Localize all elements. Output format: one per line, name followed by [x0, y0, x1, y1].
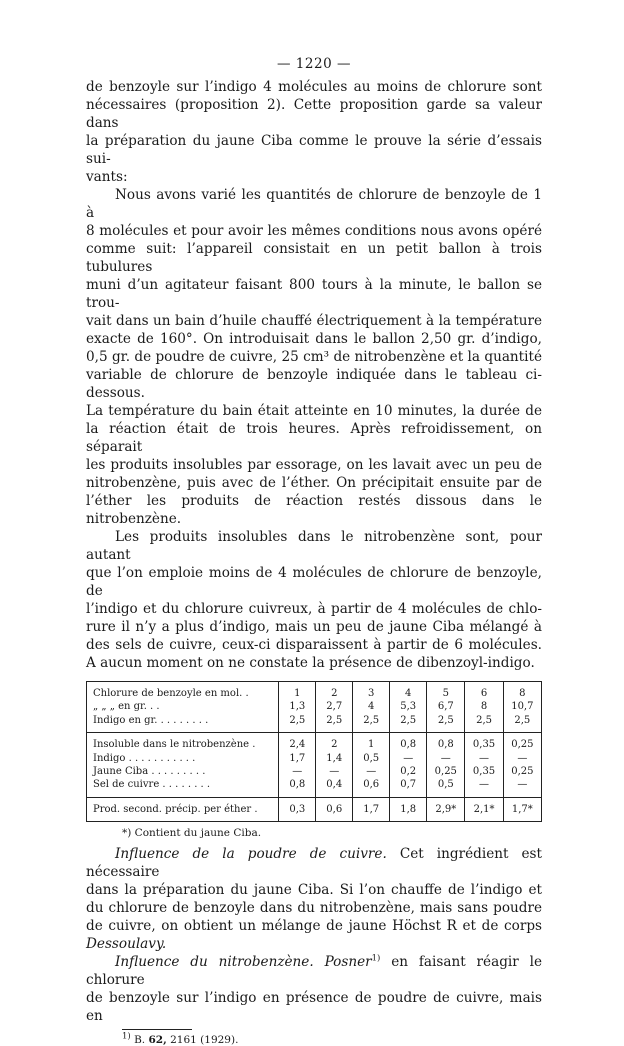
table-row-label: Sel de cuivre . . . . . . . .	[87, 778, 279, 797]
paragraph-3-line: rure il n’y a plus d’indigo, mais un peu de jaune Ciba mélangé à	[86, 619, 542, 635]
footnote-marker: 1)	[122, 1031, 131, 1042]
table-cell: 4	[390, 682, 427, 701]
italic-tail: Dessoulavy.	[86, 936, 167, 953]
table-cell: 3	[353, 682, 390, 701]
table-cell: 2,4	[279, 733, 316, 752]
italic-heading: Influence de la poudre de cuivre.	[115, 846, 387, 863]
author-name: Posner	[324, 954, 372, 971]
table-cell: 2,5	[353, 714, 390, 733]
table-row-label: Indigo . . . . . . . . . . .	[87, 752, 279, 765]
paragraph-2-line: Nous avons varié les quantités de chlorure de benzoyle de 1 à	[86, 187, 542, 221]
table-cell: 2,5	[316, 714, 353, 733]
table-cell: —	[316, 765, 353, 778]
table-cell: —	[353, 765, 390, 778]
table-cell: 0,35	[465, 765, 503, 778]
table-cell: 2,5	[279, 714, 316, 733]
paragraph-2-line: variable de chlorure de benzoyle indiquée dans le tableau ci-dessous.	[86, 367, 542, 401]
footnote-rule	[122, 1029, 192, 1030]
table-cell: 0,8	[390, 733, 427, 752]
footnote-volume: 62,	[148, 1034, 167, 1046]
paragraph-1-line: de benzoyle sur l’indigo 4 molécules au moins de chlorure sont	[86, 79, 542, 95]
table-cell: 0,25	[427, 765, 465, 778]
paragraph-1-line: vants:	[86, 169, 128, 185]
table-row	[87, 797, 542, 821]
table-cell: 0,6	[353, 778, 390, 797]
after-paragraph-2-line: de benzoyle sur l’indigo en présence de poudre de cuivre, mais en	[86, 990, 542, 1025]
table-row	[87, 700, 542, 713]
paragraph-3-line: que l’on emploie moins de 4 molécules de chlorure de benzoyle, de	[86, 565, 542, 599]
table-cell: —	[517, 752, 528, 764]
table-row	[87, 682, 542, 701]
italic-heading: Influence du nitrobenzène.	[115, 954, 314, 971]
table-cell: 1,7	[279, 752, 316, 765]
paragraph-2-line: muni d’un agitateur faisant 800 tours à la minute, le ballon se trou-	[86, 277, 542, 311]
table-row	[87, 752, 542, 765]
table-cell: 0,8	[427, 733, 465, 752]
table-cell: 2,7	[316, 700, 353, 713]
table-cell: 2	[316, 682, 353, 701]
paragraph-2-line: l’éther les produits de réaction restés dissous dans le nitrobenzène.	[86, 493, 542, 527]
after-paragraph-1-tail	[86, 935, 542, 953]
paragraph-2-line: exacte de 160°. On introduisait dans le ballon 2,50 gr. d’indigo,	[86, 331, 542, 347]
page-footnote	[122, 1031, 542, 1046]
table-cell: 2	[316, 733, 353, 752]
table-row-label: „ „ „ en gr. . .	[87, 700, 279, 713]
after-text	[86, 845, 542, 1025]
table-row	[87, 778, 542, 797]
table-cell: 2,5	[514, 714, 531, 726]
table-cell: 0,25	[503, 733, 541, 752]
table-cell: 0,5	[427, 778, 465, 797]
after-paragraph-1-line: de cuivre, on obtient un mélange de jaune Höchst R et de corps	[86, 918, 542, 935]
table-cell: —	[465, 752, 503, 765]
paragraph-2-line: 8 molécules et pour avoir les mêmes conditions nous avons opéré	[86, 223, 542, 239]
table-footnote: *) Contient du jaune Ciba.	[122, 827, 262, 840]
table-cell: 5,3	[390, 700, 427, 713]
table-cell: 1,7*	[503, 797, 541, 821]
after-paragraph-2-line: Influence du nitrobenzène. Posner$^{1)}$ en faisant réagir le chlorure	[86, 953, 542, 989]
paragraph-3-line: l’indigo et du chlorure cuivreux, à partir de 4 molécules de chlo-	[86, 601, 542, 617]
table-cell: 1,8	[390, 797, 427, 821]
paragraph-3-line: A aucun moment on ne constate la présence de dibenzoyl-indigo.	[86, 655, 535, 671]
table-row	[87, 714, 542, 733]
after-paragraph-1-line: Influence de la poudre de cuivre. Cet ingrédient est nécessaire	[86, 846, 542, 881]
table-cell: 2,5	[390, 714, 427, 733]
table-cell: 1,3	[279, 700, 316, 713]
table-cell: 0,35	[465, 733, 503, 752]
paragraph-2-line: nitrobenzène, puis avec de l’éther. On précipitait ensuite par de	[86, 475, 542, 491]
table-cell: 0,3	[279, 797, 316, 821]
paragraph-3-line: Les produits insolubles dans le nitrobenzène sont, pour autant	[86, 529, 542, 563]
table-cell: 1	[279, 682, 316, 701]
table-cell: 0,5	[353, 752, 390, 765]
table-cell: 1,4	[316, 752, 353, 765]
paragraph-1-line: nécessaires (proposition 2). Cette proposition garde sa valeur dans	[86, 97, 542, 131]
page	[86, 56, 542, 1046]
table-row-label: Jaune Ciba . . . . . . . . .	[87, 765, 279, 778]
table-cell: 2,1*	[465, 797, 503, 821]
table-cell: —	[465, 778, 503, 797]
table-cell: —	[279, 765, 316, 778]
results-table	[86, 681, 542, 822]
table-cell: 8	[519, 688, 526, 699]
table-cell: 1,7	[353, 797, 390, 821]
footnote-rest: 2161 (1929).	[170, 1034, 239, 1046]
table-cell: 0,2	[390, 765, 427, 778]
after-paragraph-1-line: du chlorure de benzoyle dans du nitrobenzène, mais sans poudre	[86, 900, 542, 917]
table-cell: 5	[427, 682, 465, 701]
table-row	[87, 733, 542, 752]
table-cell: 0,25	[511, 766, 534, 778]
table-row-label: Prod. second. précip. per éther .	[87, 797, 279, 821]
paragraph-2-line: les produits insolubles par essorage, on les lavait avec un peu de	[86, 457, 542, 473]
table-cell: 0,7	[390, 778, 427, 797]
table-cell: —	[517, 779, 528, 791]
paragraph-1-line: la préparation du jaune Ciba comme le prouve la série d’essais sui-	[86, 133, 542, 167]
table-row-label: Chlorure de benzoyle en mol. .	[87, 682, 279, 701]
paragraph-2-line: comme suit: l’appareil consistait en un petit ballon à trois tubulures	[86, 241, 542, 275]
table-row	[87, 765, 542, 778]
page-number: — 1220 —	[277, 56, 351, 72]
body-text	[86, 78, 542, 672]
table-cell: 6,7	[427, 700, 465, 713]
table-cell: 8	[465, 700, 503, 713]
after-paragraph-1-line: dans la préparation du jaune Ciba. Si l’on chauffe de l’indigo et	[86, 882, 542, 899]
paragraph-2-line: la réaction était de trois heures. Après refroidissement, on séparait	[86, 421, 542, 455]
table-cell: 10,7	[511, 701, 534, 713]
table-cell: —	[390, 752, 427, 765]
paragraph-2-line: vait dans un bain d’huile chauffé électriquement à la température	[86, 313, 542, 329]
table-cell: 2,9*	[427, 797, 465, 821]
table-cell: 0,6	[316, 797, 353, 821]
table-cell: 6	[465, 682, 503, 701]
table-cell: 0,8	[279, 778, 316, 797]
footnote-ref-prefix: B.	[134, 1034, 146, 1046]
author-footnote-marker: 1)	[371, 953, 381, 964]
table-row-label: Insoluble dans le nitrobenzène .	[87, 733, 279, 752]
paragraph-2-line: 0,5 gr. de poudre de cuivre, 25 cm³ de nitrobenzène et la quantité	[86, 349, 542, 365]
table-cell: —	[427, 752, 465, 765]
table-cell: 0,4	[316, 778, 353, 797]
table-row-label: Indigo en gr. . . . . . . . .	[87, 714, 279, 733]
table-cell: 2,5	[427, 714, 465, 733]
table-cell: 4	[353, 700, 390, 713]
table-cell: 1	[353, 733, 390, 752]
paragraph-3-line: des sels de cuivre, ceux-ci disparaissent à partir de 6 molécules.	[86, 637, 542, 653]
paragraph-2-line: La température du bain était atteinte en 10 minutes, la durée de	[86, 403, 542, 419]
table-cell: 2,5	[465, 714, 503, 733]
